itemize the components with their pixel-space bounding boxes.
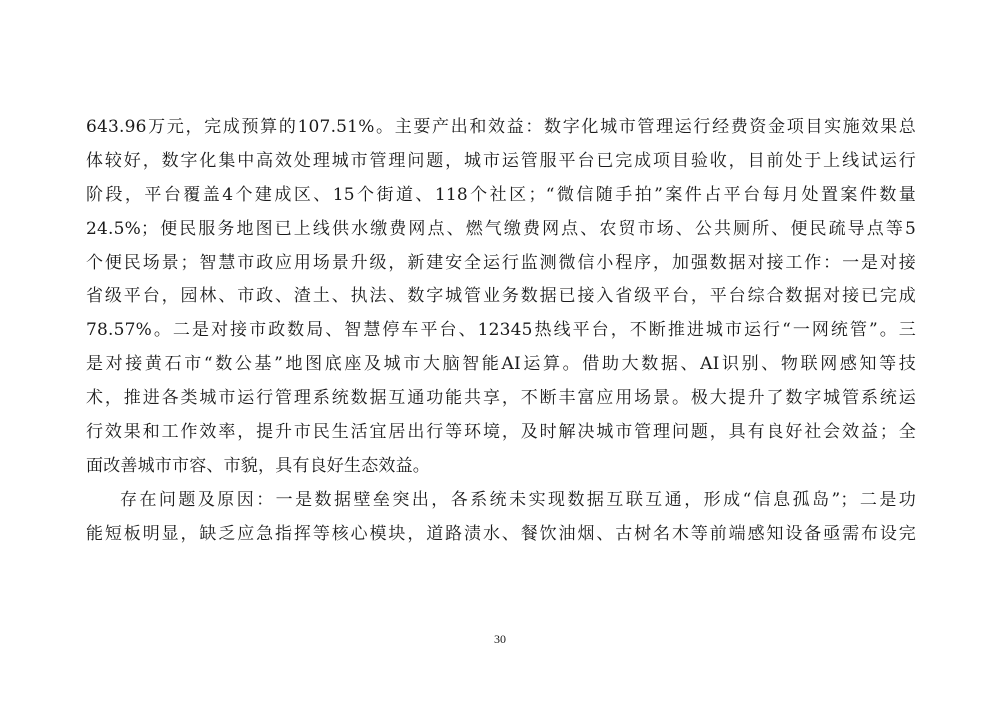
text-line: 78.57%。二是对接市政数局、智慧停车平台、12345热线平台，不断推进城市运行“一网统管”。三 <box>86 320 916 341</box>
text-line: 存在问题及原因：一是数据壁垒突出，各系统未实现数据互联互通，形成“信息孤岛”；二是功 <box>120 489 916 510</box>
text-line: 术，推进各类城市运行管理系统数据互通功能共享，不断丰富应用场景。极大提升了数字城管系统运 <box>86 388 916 409</box>
text-line: 是对接黄石市“数公基”地图底座及城市大脑智能AI运算。借助大数据、AI识别、物联网感知等技 <box>86 354 916 375</box>
body-text <box>86 111 916 552</box>
paragraph-outputs-and-benefits <box>86 111 916 484</box>
page-number: 30 <box>494 632 506 646</box>
paragraph-problems-and-causes <box>86 484 916 552</box>
text-line: 643.96万元，完成预算的107.51%。主要产出和效益：数字化城市管理运行经费资金项目实施效果总 <box>86 117 916 137</box>
text-line: 阶段，平台覆盖4个建成区、15个街道、118个社区；“微信随手拍”案件占平台每月处置案件数量 <box>86 184 916 205</box>
text-line: 24.5%；便民服务地图已上线供水缴费网点、燃气缴费网点、农贸市场、公共厕所、便民疏导点等5 <box>86 218 916 239</box>
text-line: 能短板明显，缺乏应急指挥等核心模块，道路渍水、餐饮油烟、古树名木等前端感知设备亟需布设完 <box>86 523 916 544</box>
text-line: 行效果和工作效率，提升市民生活宜居出行等环境，及时解决城市管理问题，具有良好社会效益；全 <box>86 422 916 443</box>
text-line: 个便民场景；智慧市政应用场景升级，新建安全运行监测微信小程序，加强数据对接工作：一是对接 <box>86 252 916 273</box>
text-line: 体较好，数字化集中高效处理城市管理问题，城市运管服平台已完成项目验收，目前处于上线试运行 <box>86 150 916 171</box>
text-line: 省级平台，园林、市政、渣土、执法、数字城管业务数据已接入省级平台，平台综合数据对接已完成 <box>86 286 916 307</box>
text-line: 面改善城市市容、市貌，具有良好生态效益。 <box>86 455 430 476</box>
